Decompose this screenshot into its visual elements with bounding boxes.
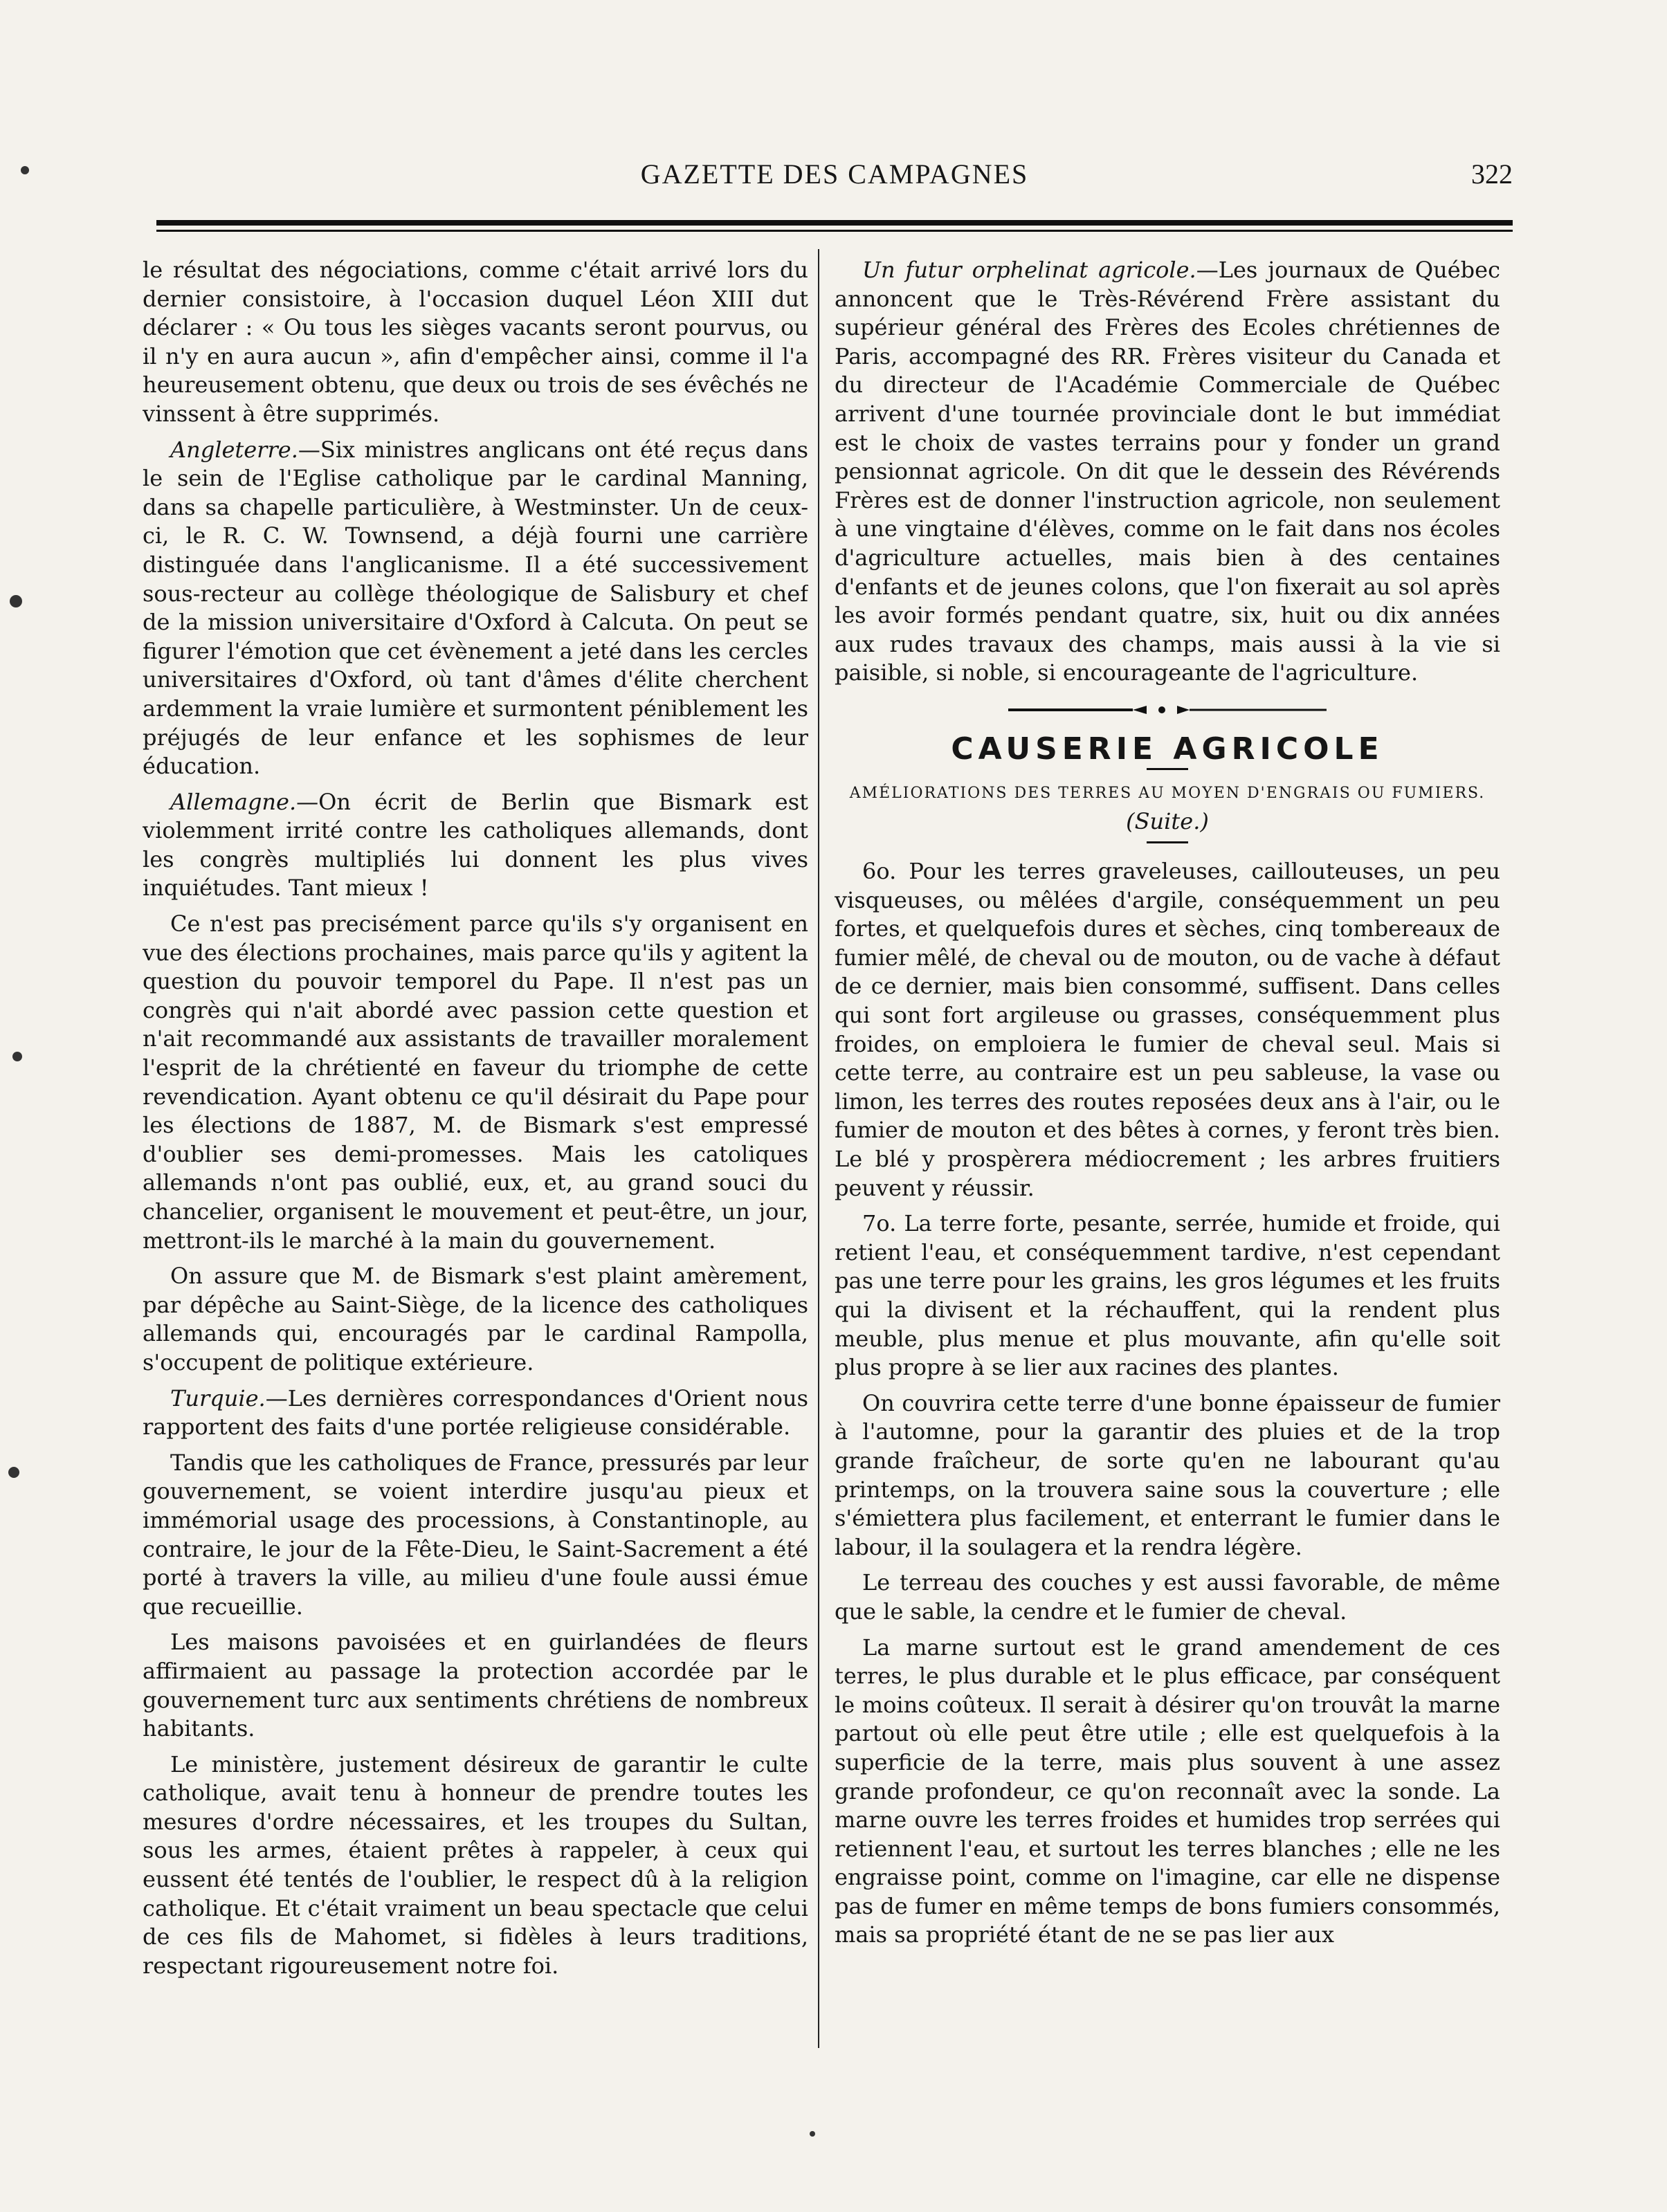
article-paragraph: 6o. Pour les terres graveleuses, caillouteuses, un peu visqueuses, ou mêlées d'argile, conséquemment un peu fortes, et quelquefois dures et sèches, cinq tombereaux de fumier mêlé, de cheval ou de mouton, ou de vache à défaut de ce dernier, mais bien consommé, suffisent. Dans celles qui sont fort argileuse ou grasses, conséquemment plus froides, on emploiera le fumier de cheval seul. Mais si cette terre, au contraire est un peu sableuse, la vase ou limon, les terres des routes reposées deux ans à l'air, ou le fumier de mouton et des bêtes à cornes, y feront très bien. Le blé y prospèrera médiocrement ; les arbres fruitiers peuvent y réussir.	[835, 858, 1500, 1201]
article-paragraph: Turquie.—Les dernières correspondances d'Orient nous rapportent des faits d'une portée religieuse considérable.	[143, 1384, 808, 1441]
header-rule-thin	[156, 230, 1513, 232]
article-paragraph: Angleterre.—Six ministres anglicans ont été reçus dans le sein de l'Eglise catholique par le cardinal Manning, dans sa chapelle particulière, à Westminster. Un de ceux-ci, le R. C. W. Townsend, a déjà fourni une carrière distinguée dans l'anglicanisme. Il a été successivement sous-recteur au collège théologique de Salisbury et chef de la mission universitaire d'Oxford à Calcuta. On peut se figurer l'émotion que cet évènement a jeté dans les cercles universitaires d'Oxford, où tant d'âmes d'élite cherchent ardemment la vraie lumière et surmontent péniblement les préjugés de leur enfance et les sophismes de leur éducation.	[143, 436, 808, 780]
article-paragraph: Un futur orphelinat agricole.—Les journaux de Québec annoncent que le Très-Révérend Frère assistant du supérieur général des Frères des Ecoles chrétiennes de Paris, accompagné des RR. Frères visiteur du Canada et du directeur de l'Académie Commerciale de Québec arrivent d'une tournée provinciale dont le but immédiat est le choix de vastes terrains pour y fonder un grand pensionnat agricole. On dit que le dessein des Révérends Frères est de donner l'instruction agricole, non seulement à une vingtaine d'élèves, comme on le fait dans nos écoles d'agriculture actuelles, mais bien à des centaines d'enfants et de jeunes colons, que l'on fixerait au sol après les avoir formés pendant quatre, six, huit ou dix années aux rudes travaux des champs, mais aussi à la vie si paisible, si noble, si encourageante de l'agriculture.	[835, 257, 1500, 686]
section-ornament	[1008, 703, 1327, 717]
article-paragraph: le résultat des négociations, comme c'était arrivé lors du dernier consistoire, à l'occasion duquel Léon XIII dut déclarer : « Ou tous les sièges vacants seront pourvus, ou il n'y en aura aucun », afin d'empêcher ainsi, comme il l'a heureusement obtenu, que deux ou trois de ses évêchés ne vinssent à être supprimés.	[143, 257, 808, 427]
article-paragraph: Le ministère, justement désireux de garantir le culte catholique, avait tenu à honneur de prendre toutes les mesures d'ordre nécessaires, et les troupes du Sultan, sous les armes, étaient prêtes à rappeler, à ceux qui eussent été tentés de l'oublier, le respect dû à la religion catholique. Et c'était vraiment un beau spectacle que celui de ces fils de Mahomet, si fidèles à leurs traditions, respectant rigoureusement notre foi.	[143, 1751, 808, 1979]
article-paragraph: Le terreau des couches y est aussi favorable, de même que le sable, la cendre et le fumier de cheval.	[835, 1569, 1500, 1625]
page-header	[156, 158, 1513, 199]
right-column	[835, 256, 1500, 2083]
section-subtitle: AMÉLIORATIONS DES TERRES AU MOYEN D'ENGRAIS OU FUMIERS.	[849, 784, 1486, 802]
scan-speck	[12, 1052, 22, 1061]
scan-speck	[8, 1467, 19, 1478]
title-rule	[1147, 768, 1188, 770]
scan-speck	[10, 595, 22, 607]
masthead-title: GAZETTE DES CAMPAGNES	[640, 158, 1029, 190]
header-rule-thick	[156, 220, 1513, 226]
article-paragraph: Allemagne.—On écrit de Berlin que Bismark est violemment irrité contre les catholiques allemands, dont les congrès multipliés lui donnent les plus vives inquiétudes. Tant mieux !	[143, 788, 808, 902]
article-paragraph: La marne surtout est le grand amendement de ces terres, le plus durable et le plus efficace, par conséquent le moins coûteux. Il serait à désirer qu'on trouvât la marne partout où elle peut être utile ; elle est quelquefois à la superficie de la terre, mais plus souvent à une assez grande profondeur, ce qu'on reconnaît avec la sonde. La marne ouvre les terres froides et humides trop serrées qui retiennent l'eau, et surtout les terres blanches ; elle ne les engraisse point, comme on l'imagine, car elle ne dispense pas de fumer en même temps de bons fumiers consommés, mais sa propriété étant de ne se pas lier aux	[835, 1634, 1500, 1948]
subtitle-rule	[1147, 841, 1188, 843]
scan-speck	[21, 166, 29, 174]
article-paragraph: 7o. La terre forte, pesante, serrée, humide et froide, qui retient l'eau, et conséquemment tardive, n'est cependant pas une terre pour les grains, les gros légumes et les fruits qui la divisent et la réchauffent, qui la rendent plus meuble, plus menue et plus mouvante, afin qu'elle soit plus propre à se lier aux racines des plantes.	[835, 1210, 1500, 1381]
article-paragraph: Les maisons pavoisées et en guirlandées de fleurs affirmaient au passage la protection accordée par le gouvernement turc aux sentiments chrétiens de nombreux habitants.	[143, 1629, 808, 1742]
page-number: 322	[1471, 158, 1513, 190]
suite-label: (Suite.)	[1126, 807, 1209, 834]
section-title: CAUSERIE AGRICOLE	[951, 731, 1384, 767]
scan-speck	[810, 2131, 815, 2137]
article-paragraph: Tandis que les catholiques de France, pressurés par leur gouvernement, se voient interdire jusqu'au pieux et immémorial usage des processions, à Constantinople, au contraire, le jour de la Fête-Dieu, le Saint-Sacrement a été porté à travers la ville, au milieu d'une foule aussi émue que recueillie.	[143, 1449, 808, 1620]
article-paragraph: Ce n'est pas precisément parce qu'ils s'y organisent en vue des élections prochaines, mais parce qu'ils y agitent la question du pouvoir temporel du Pape. Il n'est pas un congrès qui n'ait abordé avec passion cette question et n'ait recommandé aux assistants de travailler moralement l'esprit de la chrétienté en faveur du triomphe de cette revendication. Ayant obtenu ce qu'il désirait du Pape pour les élections de 1887, M. de Bismark s'est empressé d'oublier ses demi-promesses. Mais les catoliques allemands n'ont pas oublié, eux, et, au grand souci du chancelier, organisent le mouvement et peut-être, un jour, mettront-ils le marché à la main du gouvernement.	[143, 911, 808, 1254]
left-column	[143, 256, 808, 2083]
article-paragraph: On couvrira cette terre d'une bonne épaisseur de fumier à l'automne, pour la garantir des pluies et de la trop grande fraîcheur, de sorte qu'en ne labourant qu'au printemps, on la trouvera saine sous la couverture ; elle s'émiettera plus facilement, et enterrant le fumier dans le labour, il la soulagera et la rendra légère.	[835, 1389, 1500, 1560]
column-divider	[818, 249, 819, 2048]
article-paragraph: On assure que M. de Bismark s'est plaint amèrement, par dépêche au Saint-Siège, de la licence des catholiques allemands qui, encouragés par le cardinal Rampolla, s'occupent de politique extérieure.	[143, 1263, 808, 1375]
